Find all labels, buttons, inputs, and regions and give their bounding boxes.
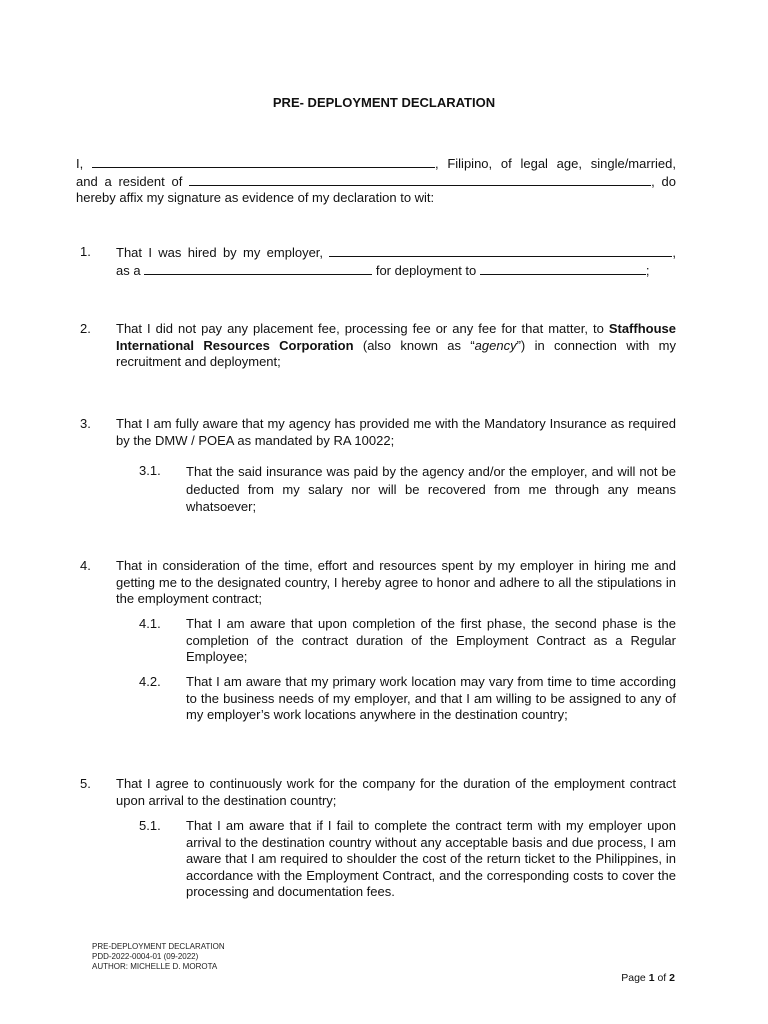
item-5-text: That I agree to continuously work for the company for the duration of the employment contract upon arrival to the destination country;: [116, 776, 676, 808]
name-blank: [92, 155, 435, 168]
position-label: as a: [116, 262, 141, 278]
item-2-text-c: ”) in connection with my recruitment and deployment;: [116, 337, 676, 369]
destination-blank: [480, 262, 646, 275]
employer-label: That I was hired by my employer,: [116, 245, 324, 260]
item-4-text: That in consideration of the time, effort and resources spent by my employer in hiring me and getting me to the designated country, I hereby agree to honor and adhere to all the stipulations in the employment contract;: [116, 558, 676, 606]
item-2-text: [116, 321, 676, 371]
item-2-number: 2.: [80, 321, 91, 336]
item-1-number: 1.: [80, 244, 91, 259]
document-footer: [92, 942, 225, 972]
deployment-label: for deployment to: [375, 262, 477, 278]
document-title: PRE- DEPLOYMENT DECLARATION: [272, 95, 496, 110]
item-4-1-text: That I am aware that upon completion of the first phase, the second phase is the completion of the contract duration of the Employment Contract as a Regular Employee;: [186, 616, 676, 664]
item-3-1-number: 3.1.: [139, 463, 161, 478]
employer-blank: [329, 244, 672, 257]
page-number: [621, 972, 675, 984]
item-3-number: 3.: [80, 416, 91, 431]
intro-resident-label: and a resident of: [76, 173, 183, 189]
page-total: 2: [669, 972, 675, 984]
agency-term: agency: [474, 337, 517, 353]
semicolon: ;: [645, 262, 650, 278]
item-1-line-1: [116, 244, 676, 262]
item-5-1-text: That I am aware that if I fail to complete the contract term with my employer upon arrival to the destination country without any acceptable basis and due process, I am aware that I am required to shoulder the cost of the return ticket to the Philippines, in accordance with the Employment Contract, and the corresponding costs to cover the processing and documentation fees.: [186, 818, 676, 899]
item-3-text: That I am fully aware that my agency has provided me with the Mandatory Insurance as required by the DMW / POEA as mandated by RA 10022;: [116, 416, 676, 448]
residence-blank: [189, 173, 651, 186]
intro-nationality-text: , Filipino, of legal age, single/married,: [434, 156, 676, 171]
intro-paragraph: [76, 155, 676, 207]
item-4-number: 4.: [80, 558, 91, 573]
intro-line-2: [76, 173, 676, 191]
position-blank: [144, 262, 372, 275]
intro-do-text: , do: [651, 173, 676, 189]
footer-author: AUTHOR: MICHELLE D. MOROTA: [92, 962, 218, 971]
page-current: 1: [648, 972, 655, 984]
comma: ,: [672, 245, 676, 260]
item-1-line-2: [116, 262, 676, 280]
item-4-2-text: That I am aware that my primary work location may vary from time to time according to the business needs of my employer, and that I am willing to be assigned to any of my employer’s work locations anywhere in the destination country;: [186, 674, 676, 722]
item-4-2-number: 4.2.: [139, 674, 161, 689]
company-name: Staffhouse International Resources Corporation: [116, 321, 676, 353]
item-1-text: [116, 244, 676, 279]
item-4-1-number: 4.1.: [139, 616, 161, 631]
item-3-1-text: That the said insurance was paid by the agency and/or the employer, and will not be deducted from my salary nor will be recovered from me through any means whatsoever;: [186, 464, 676, 514]
item-2-text-b: (also known as “: [353, 337, 475, 353]
footer-doc-code: PDD-2022-0004-01 (09-2022): [92, 952, 199, 961]
item-5-number: 5.: [80, 776, 91, 791]
item-2-text-a: That I did not pay any placement fee, processing fee or any fee for that matter, to: [116, 321, 609, 336]
page-of: of: [657, 972, 667, 984]
intro-i-label: I,: [76, 156, 84, 171]
intro-line-1: [76, 155, 676, 173]
page-label: Page: [621, 972, 646, 984]
intro-line-3: hereby affix my signature as evidence of my declaration to wit:: [76, 190, 435, 205]
footer-title: PRE-DEPLOYMENT DECLARATION: [92, 942, 225, 951]
item-5-1-number: 5.1.: [139, 818, 161, 833]
